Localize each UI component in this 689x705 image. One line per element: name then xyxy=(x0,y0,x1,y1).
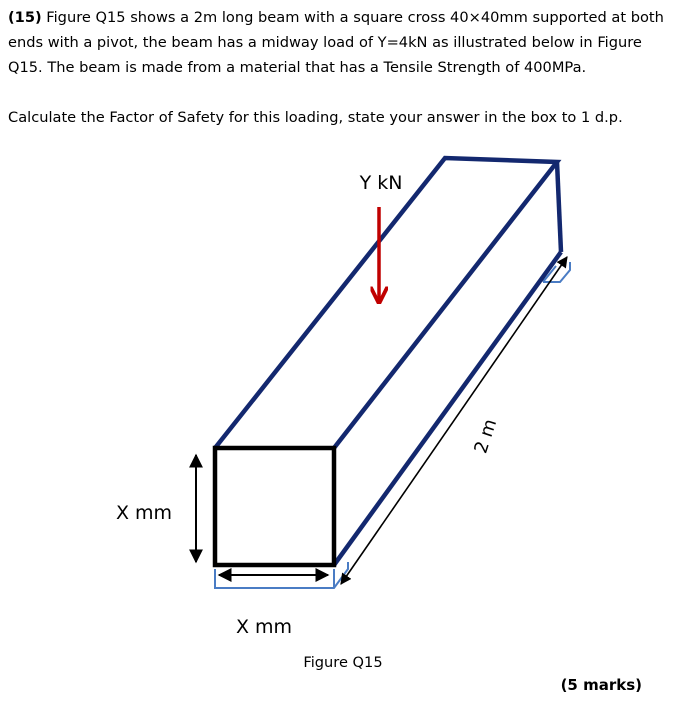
load-label: Y kN xyxy=(359,172,403,194)
marks-label: (5 marks) xyxy=(560,676,642,694)
length-dimension-arrow xyxy=(341,257,567,584)
question-line-1-text: Figure Q15 shows a 2m long beam with a square cross 40×40mm supported at both xyxy=(46,9,664,26)
length-label: 2 m xyxy=(470,416,502,457)
cross-section xyxy=(215,448,334,565)
figure-caption: Figure Q15 xyxy=(303,654,383,671)
instruction-text: Calculate the Factor of Safety for this loading, state your answer in the box to 1 d.p. xyxy=(8,109,623,126)
question-number: (15) xyxy=(8,9,42,26)
width-label: X mm xyxy=(235,616,293,638)
beam-outline xyxy=(215,158,561,565)
question-line-3: Q15. The beam is made from a material that has a Tensile Strength of 400MPa. xyxy=(8,59,587,76)
height-label: X mm xyxy=(115,502,173,524)
question-line-2: ends with a pivot, the beam has a midway load of Y=4kN as illustrated below in Figure xyxy=(8,34,642,51)
